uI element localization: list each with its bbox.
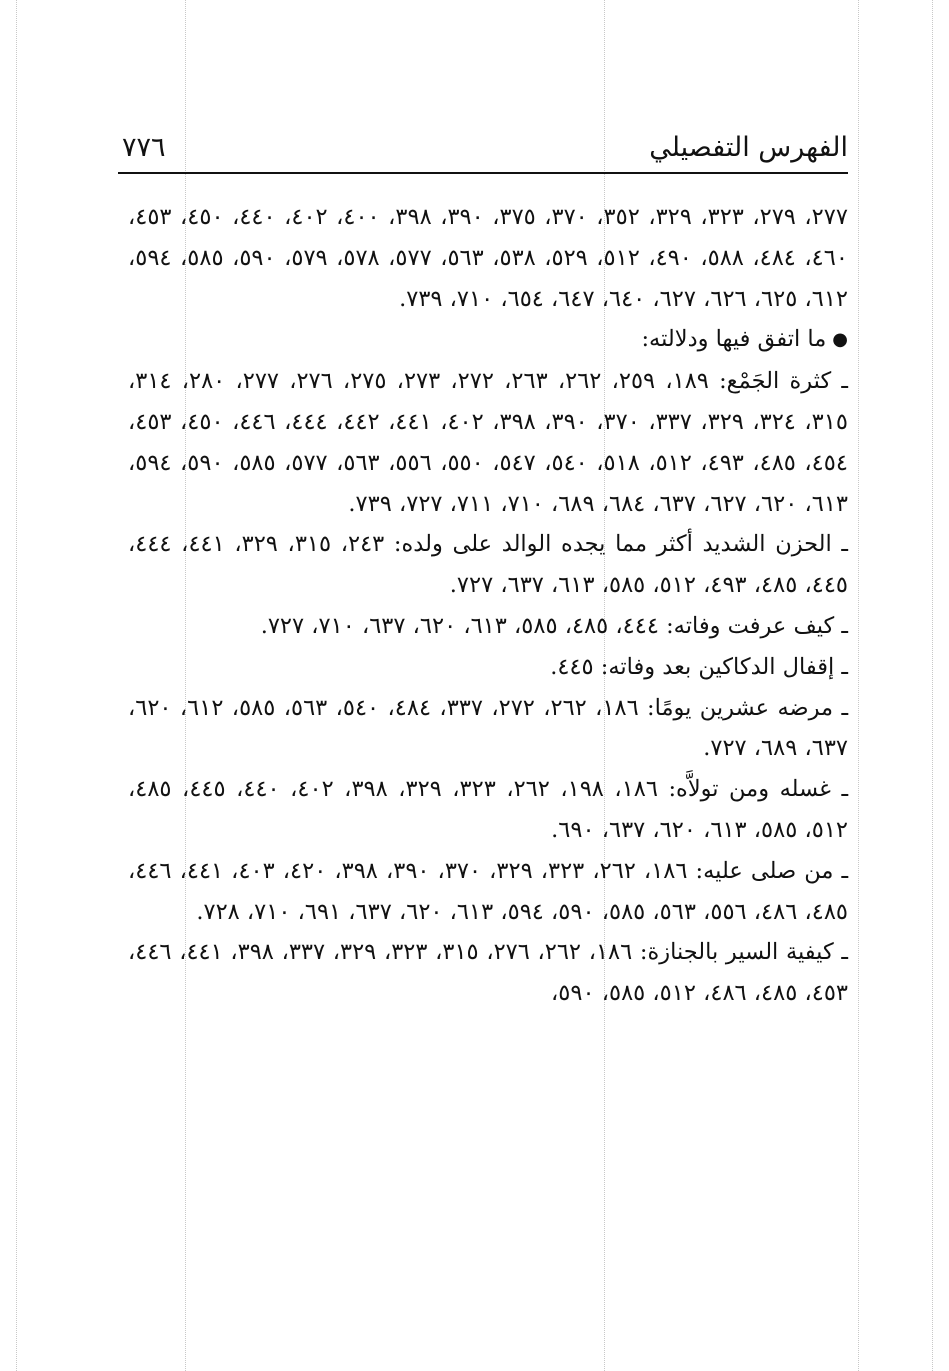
index-entry: ـ غسله ومن تولاَّه: ١٨٦، ١٩٨، ٢٦٢، ٣٢٣، ٣٢٩، ٣٩٨، ٤٠٢، ٤٤٠، ٤٤٥، ٤٨٥، ٥١٢، ٥٨٥، ٦١٣، ٦٢٠، ٦٣٧، ٦٩٠. [128, 776, 849, 843]
section-heading-text: ما اتفق فيها ودلالته: [641, 326, 827, 353]
scan-dotted-line [858, 0, 859, 1371]
page-number: ٧٧٦ [122, 132, 166, 163]
page-title: الفهرس التفصيلي [649, 132, 848, 163]
section-heading [128, 319, 848, 361]
index-entry: ـ من صلى عليه: ١٨٦، ٢٦٢، ٣٢٣، ٣٢٩، ٣٧٠، ٣٩٠، ٣٩٨، ٤٢٠، ٤٠٣، ٤٤١، ٤٤٦، ٤٨٥، ٤٨٦، ٥٥٦، ٥٦٣، ٥٨٥، ٥٩٠، ٥٩٤، ٦١٣، ٦٢٠، ٦٣٧، ٦٩١، ٧١٠، ٧٢٨. [128, 857, 849, 925]
index-entry: ـ كيفية السير بالجنازة: ١٨٦، ٢٦٢، ٢٧٦، ٣١٥، ٣٢٣، ٣٢٩، ٣٣٧، ٣٩٨، ٤٤١، ٤٤٦، ٤٥٣، ٤٨٥، ٤٨٦، ٥١٢، ٥٨٥، ٥٩٠، [128, 939, 848, 1007]
index-entry: ـ مرضه عشرين يومًا: ١٨٦، ٢٦٢، ٢٧٢، ٣٣٧، ٤٨٤، ٥٤٠، ٥٦٣، ٥٨٥، ٦١٢، ٦٢٠، ٦٣٧، ٦٨٩، ٧٢٧. [128, 694, 849, 762]
index-entry: ـ كيف عرفت وفاته: ٤٤٤، ٤٨٥، ٥٨٥، ٦١٣، ٦٢٠، ٦٣٧، ٧١٠، ٧٢٧. [260, 612, 848, 639]
index-entry: ـ كثرة الجَمْع: ١٨٩، ٢٥٩، ٢٦٢، ٢٦٣، ٢٧٢، ٢٧٣، ٢٧٥، ٢٧٦، ٢٧٧، ٢٨٠، ٣١٤، ٣١٥، ٣٢٤، ٣٢٩، ٣٣٧، ٣٧٠، ٣٩٠، ٣٩٨، ٤٠٢، ٤٤١، ٤٤٢، ٤٤٤، ٤٤٦، ٤٥٠، ٤٥٣، ٤٥٤، ٤٨٥، ٤٩٣، ٥١٢، ٥١٨، ٥٤٠، ٥٤٧، ٥٥٠، ٥٥٦، ٥٦٣، ٥٧٧، ٥٨٥، ٥٩٠، ٥٩٤، ٦١٣، ٦٢٠، ٦٢٧، ٦٣٧، ٦٨٤، ٦٨٩، ٧١٠، ٧١١، ٧٢٧، ٧٣٩. [128, 368, 848, 517]
scan-dotted-line [932, 0, 933, 1371]
index-entry-continuation: ٢٧٧، ٢٧٩، ٣٢٣، ٣٢٩، ٣٥٢، ٣٧٠، ٣٧٥، ٣٩٠، ٣٩٨، ٤٠٠، ٤٠٢، ٤٤٠، ٤٥٠، ٤٥٣، ٤٦٠، ٤٨٤، ٥٨٨، ٤٩٠، ٥١٢، ٥٢٩، ٥٣٨، ٥٦٣، ٥٧٧، ٥٧٨، ٥٧٩، ٥٩٠، ٥٨٥، ٥٩٤، ٦١٢، ٦٢٥، ٦٢٦، ٦٢٧، ٦٤٠، ٦٤٧، ٦٥٤، ٧١٠، ٧٣٩. [128, 204, 848, 312]
running-header [118, 126, 848, 174]
index-entry: ـ إقفال الدكاكين بعد وفاته: ٤٤٥. [550, 653, 848, 680]
scan-dotted-line [16, 0, 17, 1371]
index-entry: ـ الحزن الشديد أكثر مما يجده الوالد على ولده: ٢٤٣، ٣١٥، ٣٢٩، ٤٤١، ٤٤٤، ٤٤٥، ٤٨٥، ٤٩٣، ٥١٢، ٥٨٥، ٦١٣، ٦٣٧، ٧٢٧. [128, 531, 849, 599]
index-body [128, 197, 848, 1014]
